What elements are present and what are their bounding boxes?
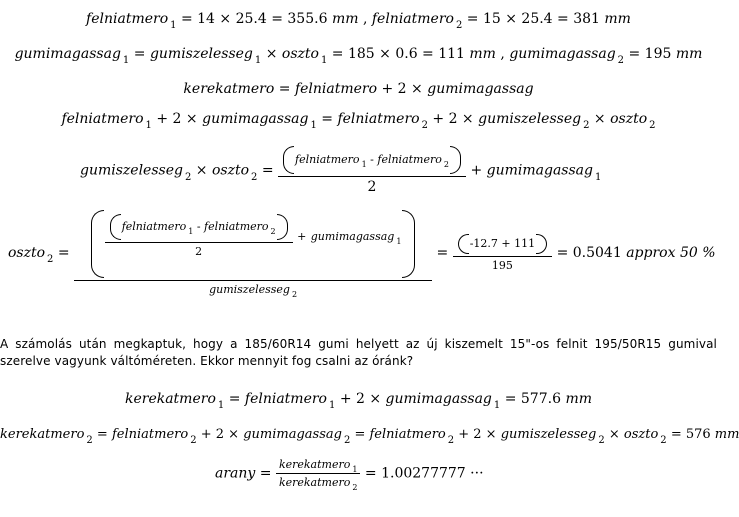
fraction: $\frac{-12.7 + 111}{195}$ xyxy=(453,234,552,272)
equation-equal-diameters: felniatmero $_1$ + 2 × gumimagassag $_1$ = felniatmero $_2$ + 2 × gumiszelesseg $_2$ × oszto $_2$ xyxy=(61,111,656,131)
equation-wheel-diameter: kerekatmero = felniatmero + 2 × gumimagassag xyxy=(183,81,534,97)
explanation-paragraph: A számolás után megkaptuk, hogy a 185/60R14 gumi helyett az új kiszemelt 15"-os felnit 195/50R15 gumival szerelve vagyunk váltóméreten. Ekkor mennyit fog csalni az óránk? xyxy=(0,337,717,368)
fraction: $\frac{kerekatmero _1}{kerekatmero _2}$ xyxy=(276,458,361,489)
equation-tire-heights: gumimagassag $_1$ = gumiszelesseg $_1$ × oszto $_1$ = 185 × 0.6 = 111 mm , gumimagassag $_2$ = 195 mm xyxy=(14,46,703,66)
equation-wheel-2: kerekatmero $_2$ = felniatmero $_2$ + 2 × gumimagassag $_2$ = felniatmero $_2$ + 2 × gumiszelesseg $_2$ × oszto $_2$ = 576 mm xyxy=(0,427,739,446)
equation-oszto-result: oszto $_2$ = $\frac{felniatmero _1 - felniatmero _2}{2}$ + gumimagassag $_1$ gumiszelesseg $_2$ = $\frac{-12.7 + 111}{195}$ = 0.5041 approx 50 % xyxy=(8,210,716,296)
fraction: $\frac{felniatmero _1 - felniatmero _2}{2}$ xyxy=(278,146,466,195)
fraction: $\frac{felniatmero _1 - felniatmero _2}{2}$ + gumimagassag $_1$ gumiszelesseg $_2$ xyxy=(74,210,432,296)
equation-wheel-1: kerekatmero $_1$ = felniatmero $_1$ + 2 × gumimagassag $_1$ = 577.6 mm xyxy=(124,391,592,411)
equation-width-ratio: gumiszelesseg $_2$ × oszto $_2$ = $\frac{felniatmero _1 - felniatmero _2}{2}$ + gumimagassag $_1$ xyxy=(80,146,601,195)
equation-rim-diameters: felniatmero $_1$ = 14 × 25.4 = 355.6 mm , felniatmero $_2$ = 15 × 25.4 = 381 mm xyxy=(86,11,631,31)
equation-ratio: arany = $\frac{kerekatmero _1}{kerekatmero _2}$ = 1.00277777 ··· xyxy=(215,458,484,492)
